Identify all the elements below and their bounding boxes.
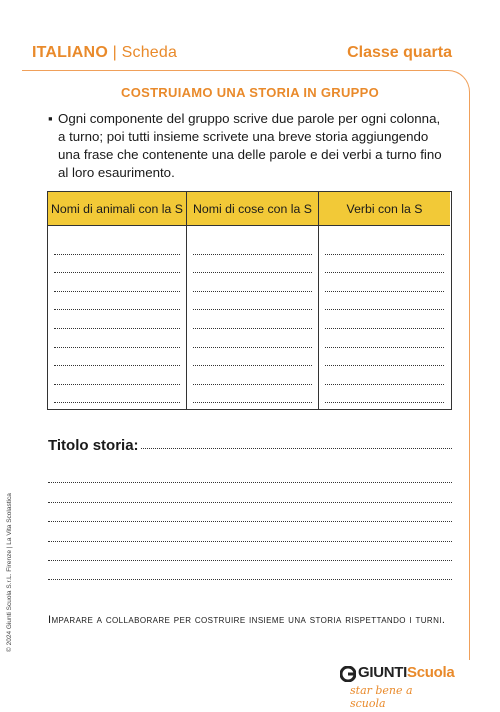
dotted-line[interactable] [54,385,180,404]
story-title-line[interactable] [48,432,452,454]
giunti-logo-icon [340,666,356,682]
header-separator: | [112,44,117,61]
bullet-icon: ▪ [48,111,53,126]
dotted-line[interactable] [48,483,452,502]
dotted-line[interactable] [325,273,444,292]
dotted-line[interactable] [48,542,452,561]
dotted-line[interactable] [54,329,180,348]
dotted-line[interactable] [54,292,180,311]
column-header: Nomi di animali con la S [48,192,186,226]
logo-brand [358,664,454,681]
dotted-line[interactable] [54,310,180,329]
dotted-line[interactable] [325,292,444,311]
dotted-line[interactable] [48,503,452,522]
column-lines[interactable] [48,226,186,403]
dotted-line[interactable] [54,273,180,292]
dotted-line[interactable] [193,366,312,385]
story-writing-lines[interactable] [48,464,452,580]
dotted-line[interactable] [193,329,312,348]
table-column [319,192,450,409]
page-header [32,44,452,66]
column-header: Nomi di cose con la S [187,192,318,226]
instructions [48,110,448,182]
subject-label [32,44,177,62]
dotted-line[interactable] [193,292,312,311]
publisher-logo [330,662,455,710]
copyright-notice: © 2024 Giunti Scuola S.r.L. Firenze | La Vita Scolastica [6,493,13,652]
dotted-line[interactable] [193,310,312,329]
logo-brand-main: GIUNTI [358,664,408,681]
logo-brand-accent: Scuola [407,664,455,681]
logo-slogan: star bene a scuola [350,684,413,710]
dotted-line[interactable] [54,236,180,255]
dotted-line[interactable] [48,522,452,541]
dotted-line[interactable] [325,310,444,329]
sheet-type: Scheda [121,44,178,61]
dotted-line[interactable] [193,385,312,404]
dotted-line[interactable] [193,348,312,367]
story-title-label: Titolo storia: [48,437,139,454]
dotted-line[interactable] [54,348,180,367]
story-title-fill[interactable] [141,448,452,449]
word-table [47,191,452,410]
activity-title: COSTRUIAMO UNA STORIA IN GRUPPO [121,85,379,100]
dotted-line[interactable] [325,385,444,404]
table-column [48,192,187,409]
dotted-line[interactable] [325,329,444,348]
dotted-line[interactable] [193,273,312,292]
dotted-line[interactable] [325,348,444,367]
grade-label: Classe quarta [347,44,452,61]
instructions-text: Ogni componente del gruppo scrive due parole per ogni colonna, a turno; poi tutti insieme scrivete una breve storia aggiungendo una frase che contenente una delle parole e dei verbi a turno fino al loro esaurimento. [58,111,442,180]
dotted-line[interactable] [325,255,444,274]
dotted-line[interactable] [325,366,444,385]
dotted-line[interactable] [54,255,180,274]
table-column [187,192,319,409]
dotted-line[interactable] [325,236,444,255]
dotted-line[interactable] [193,255,312,274]
column-lines[interactable] [187,226,318,403]
dotted-line[interactable] [48,561,452,580]
column-header: Verbi con la S [319,192,450,226]
learning-objective: Imparare a collaborare per costruire insieme una storia rispettando i turni. [48,614,446,626]
dotted-line[interactable] [54,366,180,385]
column-lines[interactable] [319,226,450,403]
dotted-line[interactable] [48,464,452,483]
dotted-line[interactable] [193,236,312,255]
subject-name: ITALIANO [32,44,108,61]
